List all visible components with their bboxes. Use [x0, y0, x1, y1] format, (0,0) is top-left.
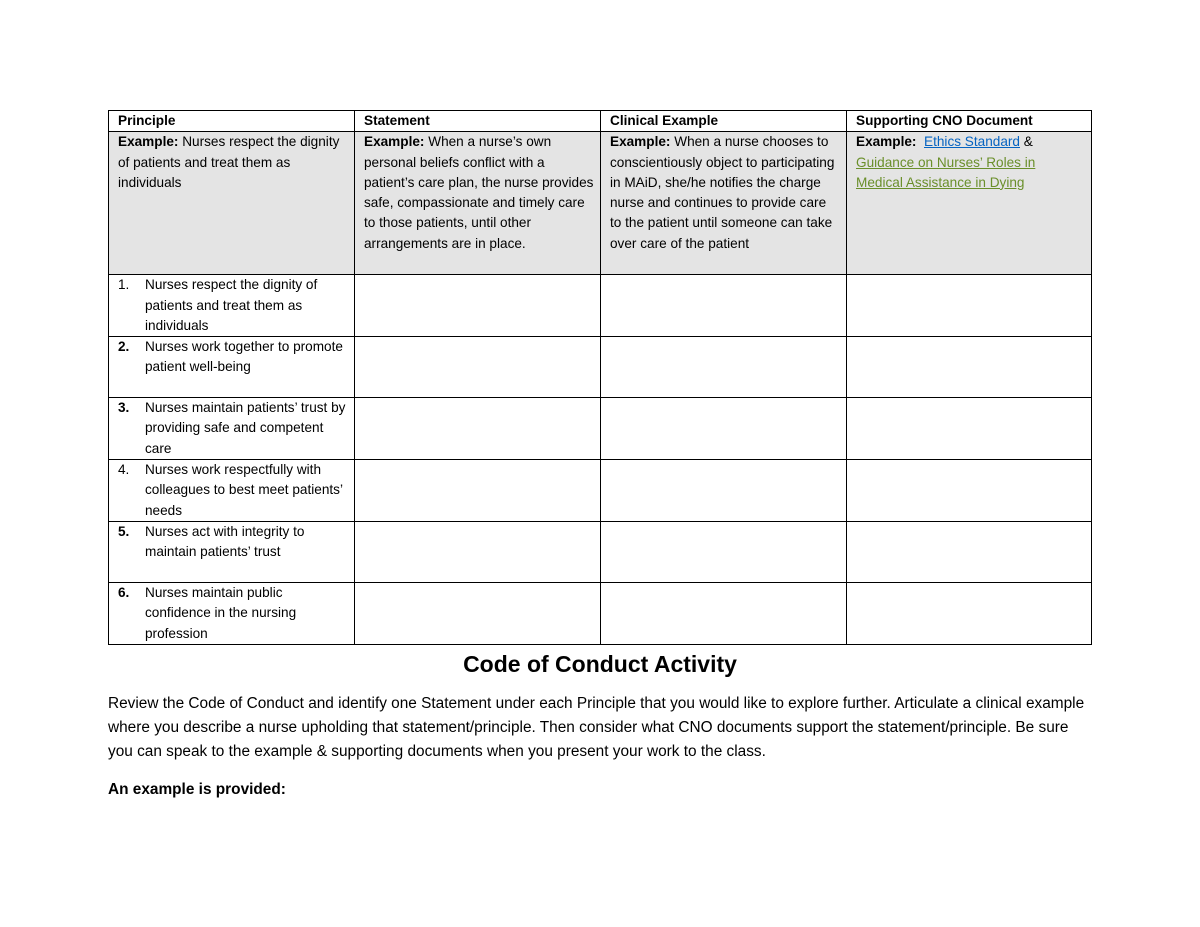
- clinical-example-cell[interactable]: [601, 398, 847, 460]
- example-label: Example:: [364, 134, 425, 150]
- statement-cell[interactable]: [355, 521, 601, 582]
- example-row: [109, 132, 1092, 275]
- principle-cell: [109, 460, 355, 522]
- supporting-document-cell[interactable]: [847, 275, 1092, 337]
- principle-cell: [109, 275, 355, 337]
- principle-row: [109, 521, 1092, 582]
- intro-paragraph: Review the Code of Conduct and identify one Statement under each Principle that you would like to explore further. Articulate a clinical example where you describe a nurse upholding that statement/principle. Then consider what CNO documents support the statement/principle. Be sure you can speak to the example & supporting documents when you present your work to the class.: [108, 695, 1085, 760]
- activity-table: [108, 110, 1092, 645]
- principle-cell: [109, 521, 355, 582]
- principle-text: Nurses maintain patients’ trust by providing safe and competent care: [145, 400, 346, 456]
- supporting-document-cell[interactable]: [847, 521, 1092, 582]
- example-clinical-text: When a nurse chooses to conscientiously object to participating in MAiD, she/he notifies the charge nurse and continues to provide care to the patient until someone can take over care of the patient: [610, 134, 835, 251]
- statement-cell[interactable]: [355, 275, 601, 337]
- principle-row: [109, 460, 1092, 522]
- principle-text: Nurses work together to promote patient well-being: [145, 339, 343, 375]
- clinical-example-cell[interactable]: [601, 275, 847, 337]
- page-title: Code of Conduct Activity: [463, 651, 737, 677]
- principle-text: Nurses work respectfully with colleagues to best meet patients’ needs: [145, 462, 343, 518]
- principle-cell: [109, 337, 355, 398]
- principle-row: [109, 337, 1092, 398]
- principle-text: Nurses respect the dignity of patients and treat them as individuals: [145, 277, 318, 333]
- principle-number: 3.: [118, 400, 130, 416]
- clinical-example-cell[interactable]: [601, 337, 847, 398]
- principle-number: 6.: [118, 584, 130, 600]
- principle-number: 4.: [118, 462, 130, 478]
- example-statement-text: When a nurse’s own personal beliefs conflict with a patient’s care plan, the nurse provides safe, compassionate and timely care to those patients, until other arrangements are in place.: [364, 134, 594, 251]
- principle-row: [109, 275, 1092, 337]
- clinical-example-cell[interactable]: [601, 582, 847, 644]
- example-label: Example:: [856, 134, 917, 150]
- clinical-example-cell[interactable]: [601, 521, 847, 582]
- maid-guidance-link[interactable]: Guidance on Nurses’ Roles in Medical Assistance in Dying: [856, 154, 1036, 190]
- statement-cell[interactable]: [355, 582, 601, 644]
- principle-text: Nurses act with integrity to maintain patients’ trust: [145, 523, 305, 560]
- header-supporting-document: Supporting CNO Document: [847, 111, 1092, 132]
- table-header-row: [109, 111, 1092, 132]
- clinical-example-cell[interactable]: [601, 460, 847, 522]
- principle-cell: [109, 582, 355, 644]
- header-statement: Statement: [355, 111, 601, 132]
- principle-row: [109, 582, 1092, 644]
- principle-row: [109, 398, 1092, 460]
- principle-cell: [109, 398, 355, 460]
- statement-cell[interactable]: [355, 398, 601, 460]
- example-label: Example:: [118, 134, 179, 150]
- example-label: Example:: [610, 134, 671, 150]
- supporting-document-cell[interactable]: [847, 582, 1092, 644]
- principle-number: 1.: [118, 277, 130, 293]
- example-clinical-cell: [601, 132, 847, 275]
- principle-number: 2.: [118, 339, 130, 355]
- header-principle: Principle: [109, 111, 355, 132]
- header-clinical-example: Clinical Example: [601, 111, 847, 132]
- statement-cell[interactable]: [355, 460, 601, 522]
- example-principle-text: Nurses respect the dignity of patients and treat them as individuals: [118, 134, 340, 190]
- example-note: An example is provided:: [108, 781, 286, 798]
- principle-text: Nurses maintain public confidence in the nursing profession: [145, 584, 297, 641]
- supporting-document-cell[interactable]: [847, 398, 1092, 460]
- ethics-standard-link[interactable]: Ethics Standard: [924, 134, 1020, 150]
- example-principle-cell: [109, 132, 355, 275]
- supporting-document-cell[interactable]: [847, 460, 1092, 522]
- statement-cell[interactable]: [355, 337, 601, 398]
- supporting-document-cell[interactable]: [847, 337, 1092, 398]
- example-statement-cell: [355, 132, 601, 275]
- ampersand: &: [1023, 134, 1033, 150]
- principle-number: 5.: [118, 523, 130, 539]
- example-document-cell: [847, 132, 1092, 275]
